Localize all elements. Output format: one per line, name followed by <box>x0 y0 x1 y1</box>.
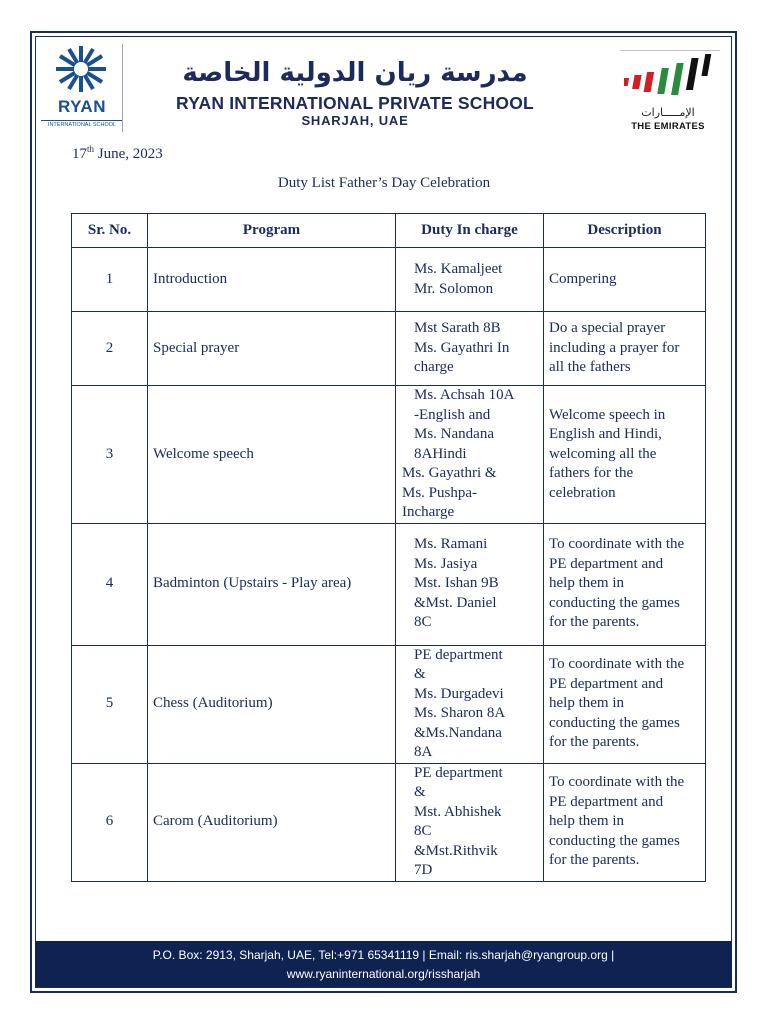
table-row <box>72 312 706 386</box>
cell-program: Carom (Auditorium) <box>148 763 396 881</box>
description-line: Do a special prayer <box>549 320 666 337</box>
description-line: help them in <box>549 813 624 830</box>
duty-line: 8A <box>414 744 433 760</box>
date-day: 17 <box>72 146 87 162</box>
duty-list-table <box>71 213 706 882</box>
cell-sr-no: 3 <box>72 386 148 524</box>
table-row <box>72 386 706 524</box>
cell-description <box>544 248 706 312</box>
description-line: To coordinate with the <box>549 656 685 673</box>
cell-program: Special prayer <box>148 312 396 386</box>
description-line: To coordinate with the <box>549 536 685 553</box>
description-line: conducting the games <box>549 594 680 611</box>
duty-line: Ms. Kamaljeet <box>414 261 503 277</box>
document-date <box>72 144 163 163</box>
description-line: To coordinate with the <box>549 774 685 791</box>
sunburst-icon <box>53 44 109 94</box>
duty-line: Ms. Ramani <box>414 536 488 553</box>
school-name-arabic: مدرسة ريان الدولية الخاصة <box>182 58 528 88</box>
description-line: celebration <box>549 484 616 501</box>
cell-program: Badminton (Upstairs - Play area) <box>148 523 396 645</box>
duty-line: Mst. Abhishek <box>414 803 502 820</box>
description-line: for the parents. <box>549 614 640 631</box>
cell-program: Welcome speech <box>148 386 396 524</box>
description-line: all the fathers <box>549 359 631 376</box>
footer-website: www.ryaninternational.org/rissharjah <box>286 967 481 981</box>
duty-line: 7D <box>414 862 433 878</box>
cell-duty-in-charge <box>396 763 544 881</box>
header-description: Description <box>544 214 706 248</box>
table-row <box>72 523 706 645</box>
cell-description <box>544 312 706 386</box>
description-line: for the parents. <box>549 734 640 751</box>
duty-line: Mr. Solomon <box>414 280 494 297</box>
table-row <box>72 248 706 312</box>
emirates-logo-arabic: الإمـــــارات <box>641 106 695 119</box>
cell-duty-in-charge <box>396 645 544 763</box>
table-header-row <box>72 214 706 248</box>
emirates-bars-icon <box>624 50 716 106</box>
description-line: fathers for the <box>549 465 634 481</box>
ryan-logo-text: RYAN <box>58 97 106 116</box>
duty-line: PE department <box>414 646 503 663</box>
duty-line: Ms. Jasiya <box>414 555 478 572</box>
description-line: for the parents. <box>549 852 640 869</box>
cell-description <box>544 645 706 763</box>
logo-divider <box>122 44 123 132</box>
duty-line: Ms. Sharon 8A <box>414 705 506 721</box>
date-rest: June, 2023 <box>94 146 163 162</box>
table-row <box>72 763 706 881</box>
duty-line: Ms. Durgadevi <box>414 685 504 702</box>
cell-duty-in-charge <box>396 386 544 524</box>
description-line: help them in <box>549 575 624 592</box>
cell-description <box>544 763 706 881</box>
duty-line: 8C <box>414 823 432 839</box>
school-city: SHARJAH, UAE <box>301 113 409 128</box>
duty-line: &Mst. Daniel <box>414 594 497 611</box>
description-line: Welcome speech in <box>549 406 666 423</box>
duty-line: Incharge <box>402 504 455 520</box>
description-line: including a prayer for <box>549 339 680 356</box>
cell-description <box>544 386 706 524</box>
description-line: Compering <box>549 270 617 287</box>
ryan-logo <box>41 44 123 132</box>
duty-line: Mst Sarath 8B <box>414 320 501 337</box>
date-suffix: th <box>87 144 95 154</box>
cell-duty-in-charge <box>396 312 544 386</box>
cell-sr-no: 5 <box>72 645 148 763</box>
duty-line: -English and <box>414 406 491 423</box>
school-name: RYAN INTERNATIONAL PRIVATE SCHOOL <box>176 93 534 113</box>
duty-line: charge <box>414 359 454 376</box>
table-row <box>72 645 706 763</box>
emirates-logo-text: THE EMIRATES <box>631 121 705 132</box>
duty-line: Ms. Nandana <box>414 426 494 442</box>
cell-description <box>544 523 706 645</box>
cell-program: Introduction <box>148 248 396 312</box>
duty-line: Ms. Gayathri In <box>414 339 510 356</box>
duty-line: &Ms.Nandana <box>414 724 502 741</box>
description-line: PE department and <box>549 555 664 572</box>
cell-sr-no: 4 <box>72 523 148 645</box>
table-body <box>72 248 706 882</box>
duty-line: Ms. Pushpa- <box>402 484 478 501</box>
cell-sr-no: 2 <box>72 312 148 386</box>
duty-line: & <box>414 784 426 800</box>
description-line: conducting the games <box>549 714 680 731</box>
cell-duty-in-charge <box>396 523 544 645</box>
header-duty-in-charge: Duty In charge <box>396 214 544 248</box>
duty-line: PE department <box>414 764 503 781</box>
header-program: Program <box>148 214 396 248</box>
footer-address: P.O. Box: 2913, Sharjah, UAE, Tel:+971 65341119 | Email: ris.sharjah@ryangroup.org | <box>152 948 615 962</box>
description-line: English and Hindi, <box>549 426 662 442</box>
duty-line: &Mst.Rithvik <box>414 842 498 859</box>
duty-line: & <box>414 666 426 682</box>
document-title: Duty List Father’s Day Celebration <box>277 175 491 191</box>
duty-line: Mst. Ishan 9B <box>414 575 499 592</box>
description-line: conducting the games <box>549 832 680 849</box>
duty-line: 8AHindi <box>414 445 467 462</box>
the-emirates-logo <box>620 46 720 132</box>
cell-duty-in-charge <box>396 248 544 312</box>
cell-sr-no: 1 <box>72 248 148 312</box>
duty-line: Ms. Gayathri & <box>402 465 497 481</box>
header-sr-no: Sr. No. <box>72 214 148 248</box>
ryan-logo-subtext: INTERNATIONAL SCHOOL <box>41 120 123 128</box>
description-line: PE department and <box>549 675 664 692</box>
cell-program: Chess (Auditorium) <box>148 645 396 763</box>
description-line: welcoming all the <box>549 445 657 462</box>
footer-bar <box>35 941 732 987</box>
cell-sr-no: 6 <box>72 763 148 881</box>
description-line: help them in <box>549 695 624 712</box>
description-line: PE department and <box>549 793 664 810</box>
duty-line: 8C <box>414 614 432 631</box>
duty-line: Ms. Achsah 10A <box>414 387 515 403</box>
